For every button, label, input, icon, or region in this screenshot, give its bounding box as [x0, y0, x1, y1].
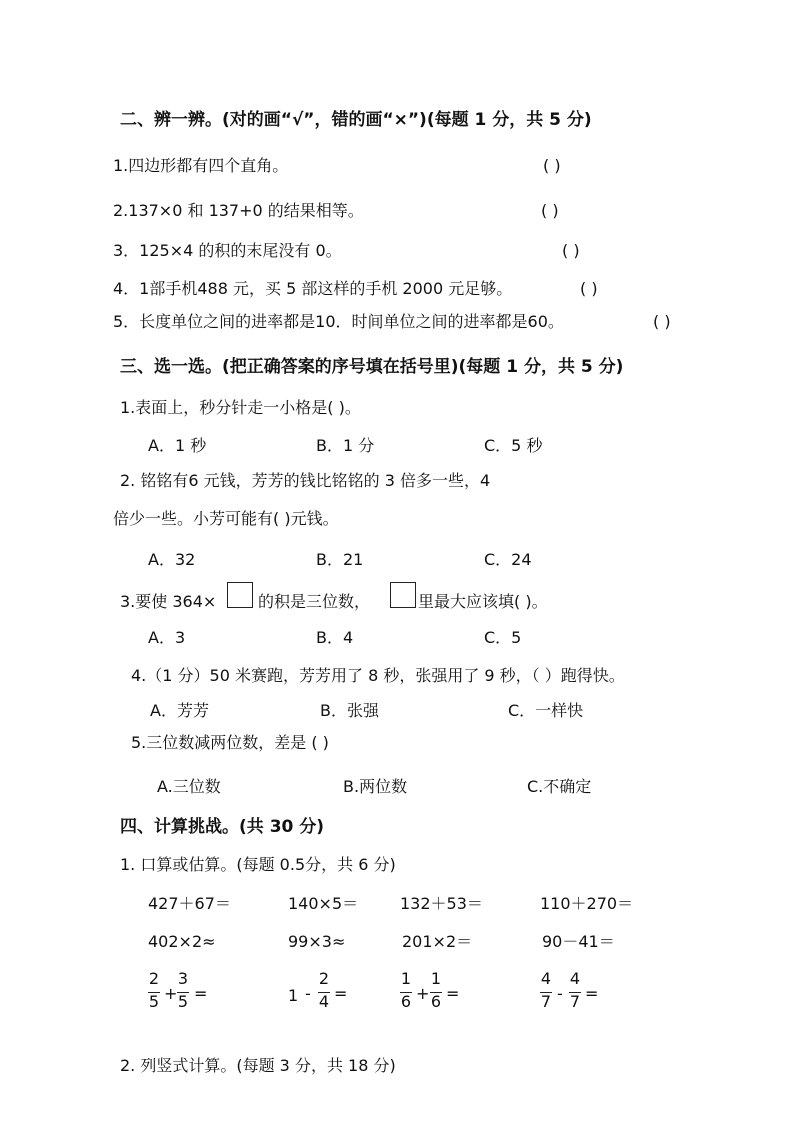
denominator: 7	[569, 992, 581, 1011]
choice-question-2-line-1: 2. 铭铭有6 元钱，芳芳的钱比铭铭的 3 倍多一些，4	[120, 471, 491, 490]
section-2-heading: 二、辨一辨。(对的画“√”，错的画“×”)(每题 1 分，共 5 分)	[120, 110, 592, 130]
subsection-mental-arithmetic: 1. 口算或估算。(每题 0.5分，共 6 分)	[120, 855, 396, 874]
q1-option-c[interactable]: C．5 秒	[484, 436, 543, 455]
calc-row-1-item-4: 110＋270＝	[540, 894, 634, 913]
numerator: 2	[318, 969, 330, 988]
judge-item-3: 3．125×4 的积的末尾没有 0。	[113, 241, 342, 260]
equals-sign: =	[194, 984, 208, 1003]
choice-question-1: 1.表面上，秒分针走一小格是( )。	[120, 398, 361, 417]
choice-question-3-part-1: 3.要使 364×	[120, 592, 217, 611]
denominator: 6	[400, 992, 412, 1011]
whole-number: 1	[288, 986, 299, 1005]
judge-item-4: 4．1部手机488 元，买 5 部这样的手机 2000 元足够。	[113, 279, 513, 298]
judge-answer-paren-4[interactable]: ( )	[580, 279, 598, 298]
numerator: 4	[540, 969, 552, 988]
judge-answer-paren-5[interactable]: ( )	[653, 312, 671, 331]
fraction-operator: +	[416, 984, 430, 1003]
q1-option-b[interactable]: B．1 分	[316, 436, 375, 455]
fraction	[173, 970, 193, 1015]
judge-item-1: 1.四边形都有四个直角。	[113, 156, 289, 175]
fraction-operator: -	[305, 984, 311, 1003]
fraction-operator: -	[557, 984, 563, 1003]
q4-option-a[interactable]: A．芳芳	[150, 701, 209, 720]
q3-option-a[interactable]: A．3	[148, 628, 186, 647]
fraction	[314, 970, 334, 1015]
q5-option-a[interactable]: A.三位数	[157, 777, 221, 796]
q2-option-c[interactable]: C．24	[484, 550, 532, 569]
choice-question-2-line-2: 倍少一些。小芳可能有( )元钱。	[113, 509, 339, 528]
blank-box[interactable]	[227, 582, 253, 608]
choice-question-5: 5.三位数减两位数，差是 ( )	[131, 733, 329, 752]
calc-row-2-item-3: 201×2＝	[402, 932, 473, 951]
judge-answer-paren-2[interactable]: ( )	[541, 201, 559, 220]
equals-sign: =	[585, 984, 599, 1003]
blank-box[interactable]	[390, 582, 416, 608]
numerator: 1	[430, 969, 442, 988]
choice-question-3-part-2: 的积是三位数，	[258, 592, 371, 611]
judge-answer-paren-1[interactable]: ( )	[543, 156, 561, 175]
numerator: 2	[148, 969, 160, 988]
denominator: 6	[430, 992, 442, 1011]
denominator: 7	[540, 992, 552, 1011]
denominator: 4	[318, 992, 330, 1011]
section-4-heading: 四、计算挑战。(共 30 分)	[120, 817, 325, 837]
fraction	[426, 970, 446, 1015]
judge-item-5: 5．长度单位之间的进率都是10．时间单位之间的进率都是60。	[113, 312, 564, 331]
calc-row-2-item-2: 99×3≈	[288, 932, 346, 951]
q3-option-c[interactable]: C．5	[484, 628, 522, 647]
denominator: 5	[177, 992, 189, 1011]
q4-option-b[interactable]: B．张强	[320, 701, 379, 720]
fraction	[396, 970, 416, 1015]
numerator: 4	[569, 969, 581, 988]
calc-row-1-item-2: 140×5＝	[288, 894, 359, 913]
calc-row-1-item-1: 427＋67＝	[148, 894, 231, 913]
q1-option-a[interactable]: A．1 秒	[148, 436, 207, 455]
choice-question-3-part-3: 里最大应该填( )。	[418, 592, 548, 611]
numerator: 3	[177, 969, 189, 988]
equals-sign: =	[334, 984, 348, 1003]
choice-question-4: 4.（1 分）50 米赛跑，芳芳用了 8 秒，张强用了 9 秒，（ ）跑得快。	[131, 666, 625, 685]
subsection-vertical-calculation: 2. 列竖式计算。(每题 3 分，共 18 分)	[120, 1056, 396, 1075]
calc-row-2-item-4: 90－41＝	[542, 932, 615, 951]
q5-option-b[interactable]: B.两位数	[343, 777, 408, 796]
q5-option-c[interactable]: C.不确定	[527, 777, 592, 796]
q3-option-b[interactable]: B．4	[316, 628, 354, 647]
fraction	[144, 970, 164, 1015]
calc-row-2-item-1: 402×2≈	[148, 932, 216, 951]
denominator: 5	[148, 992, 160, 1011]
fraction	[565, 970, 585, 1015]
q4-option-c[interactable]: C．一样快	[508, 701, 584, 720]
calc-row-1-item-3: 132＋53＝	[400, 894, 483, 913]
fraction	[536, 970, 556, 1015]
judge-answer-paren-3[interactable]: ( )	[562, 241, 580, 260]
numerator: 1	[400, 969, 412, 988]
judge-item-2: 2.137×0 和 137+0 的结果相等。	[113, 201, 364, 220]
equals-sign: =	[446, 984, 460, 1003]
fraction-operator: +	[164, 984, 178, 1003]
q2-option-b[interactable]: B．21	[316, 550, 364, 569]
section-3-heading: 三、选一选。(把正确答案的序号填在括号里)(每题 1 分，共 5 分)	[120, 357, 624, 377]
q2-option-a[interactable]: A．32	[148, 550, 196, 569]
